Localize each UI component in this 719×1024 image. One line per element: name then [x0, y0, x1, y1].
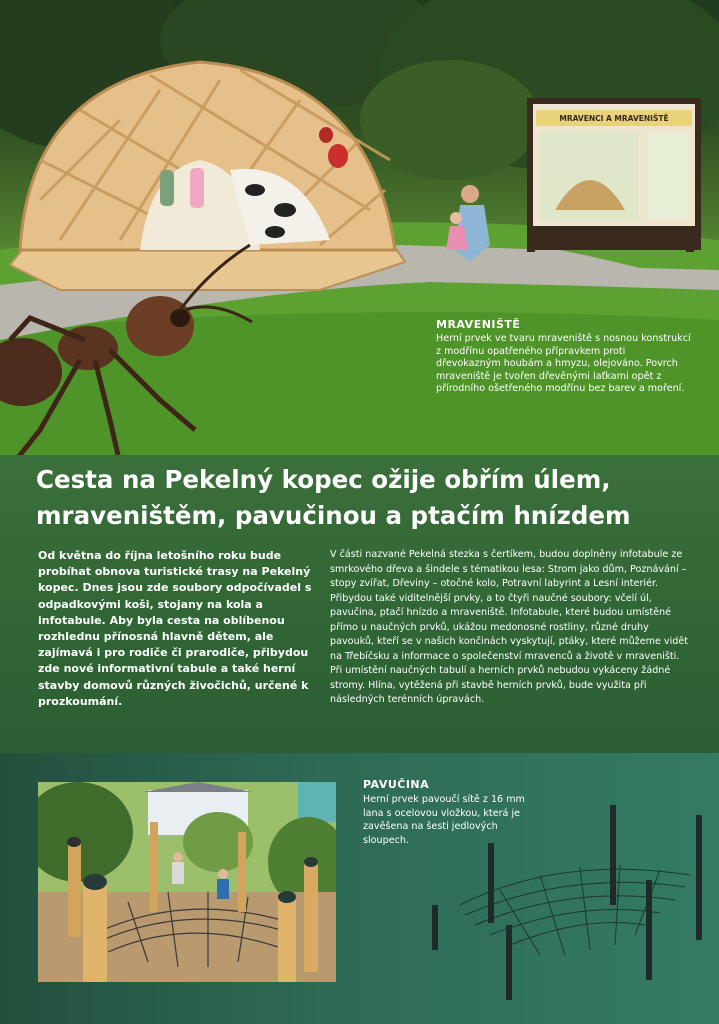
- sign-post: [686, 226, 694, 252]
- child-figure: [173, 852, 183, 862]
- article-paragraph: Při umístění naučných tabulí a herních prvků nebudou vykáceny žádné stromy. Hlína, vytěžená při stavbě herních prvků, bude využita při následných terénních úpravách.: [330, 665, 671, 705]
- spot: [274, 203, 296, 217]
- father-figure: [461, 185, 479, 203]
- article-headline: Cesta na Pekelný kopec ožije obřím úlem, mraveništěm, pavučinou a ptačím hnízdem: [36, 465, 631, 530]
- info-sign-panel-2: [648, 134, 688, 218]
- pavucina-title: PAVUČINA: [363, 778, 430, 791]
- child-figure: [450, 212, 462, 224]
- sign-post: [527, 226, 535, 252]
- red-ant-figure: [328, 144, 348, 168]
- hero-illustration: [0, 0, 719, 455]
- spot: [265, 226, 285, 238]
- child-figure: [218, 869, 228, 879]
- mraveniste-title: MRAVENIŠTĚ: [436, 318, 521, 331]
- spider-web-illustration: [420, 795, 710, 1005]
- article-body: [330, 548, 692, 708]
- child-figure: [217, 879, 229, 899]
- wooden-poles: [432, 805, 702, 1000]
- spider-web-photo: [38, 782, 336, 982]
- pavucina-text: Herní prvek pavoučí sítě z 16 mm lana s ocelovou vložkou, která je zavěšena na šesti jedlových sloupech.: [363, 794, 525, 846]
- spot: [245, 184, 265, 196]
- tree-foliage: [360, 60, 540, 180]
- mraveniste-text: Herní prvek ve tvaru mraveniště s nosnou konstrukcí z modřínu opatřeného přípravkem proti dřevokazným houbám a hmyzu, olejováno. Povrch mraveniště je tvořen dřevěnými laťkami opět z přírodního ošetřeného modřínu bez barev a moření.: [436, 333, 691, 395]
- info-sign-title: MRAVENCI A MRAVENIŠTĚ: [559, 114, 669, 123]
- mraveniste-caption: [436, 318, 692, 396]
- child-figure: [190, 168, 204, 208]
- article-lead: Od května do října letošního roku bude probíhat obnova turistické trasy na Pekelný kopec. Dnes jsou zde soubory odpočívadel s odpadkovými koši, stojany na kola a infotabule. Aby byla cesta na oblíbenou rozhlednu přínosná hlavně dětem, ale zajímavá i pro rodiče či prarodiče, přibydou zde nové informativní tabule a také herní stavby domovů různých živočichů, určené k prozkoumání.: [38, 549, 312, 708]
- photo-scene: [38, 782, 336, 982]
- house-teal: [298, 782, 336, 822]
- red-ant-figure: [319, 127, 333, 143]
- child-figure: [172, 862, 184, 884]
- child-figure: [160, 170, 174, 206]
- article-paragraph: V části nazvané Pekelná stezka s čertíkem, budou doplněny infotabule ze smrkového dřeva a šindele s tématikou lesa: Strom jako dům, Poznávání – stopy zvířat, Dřeviny – otočné kolo, Potravní labyrint a Lesní interiér. Přibydou také viditelnější prvky, a to čtyři naučné soubory: včelí úl, pavučina, ptačí hnízdo a mraveniště. Infotabule, které budou umístěné přímo u naučných prvků, ukážou medonosné rostliny, různé druhy pavouků, kteří se v našich končinách vyskytují, ptáky, které můžeme vidět na Třebíčsku a informace o společenství mravenců a životě v mraveništi.: [330, 549, 688, 662]
